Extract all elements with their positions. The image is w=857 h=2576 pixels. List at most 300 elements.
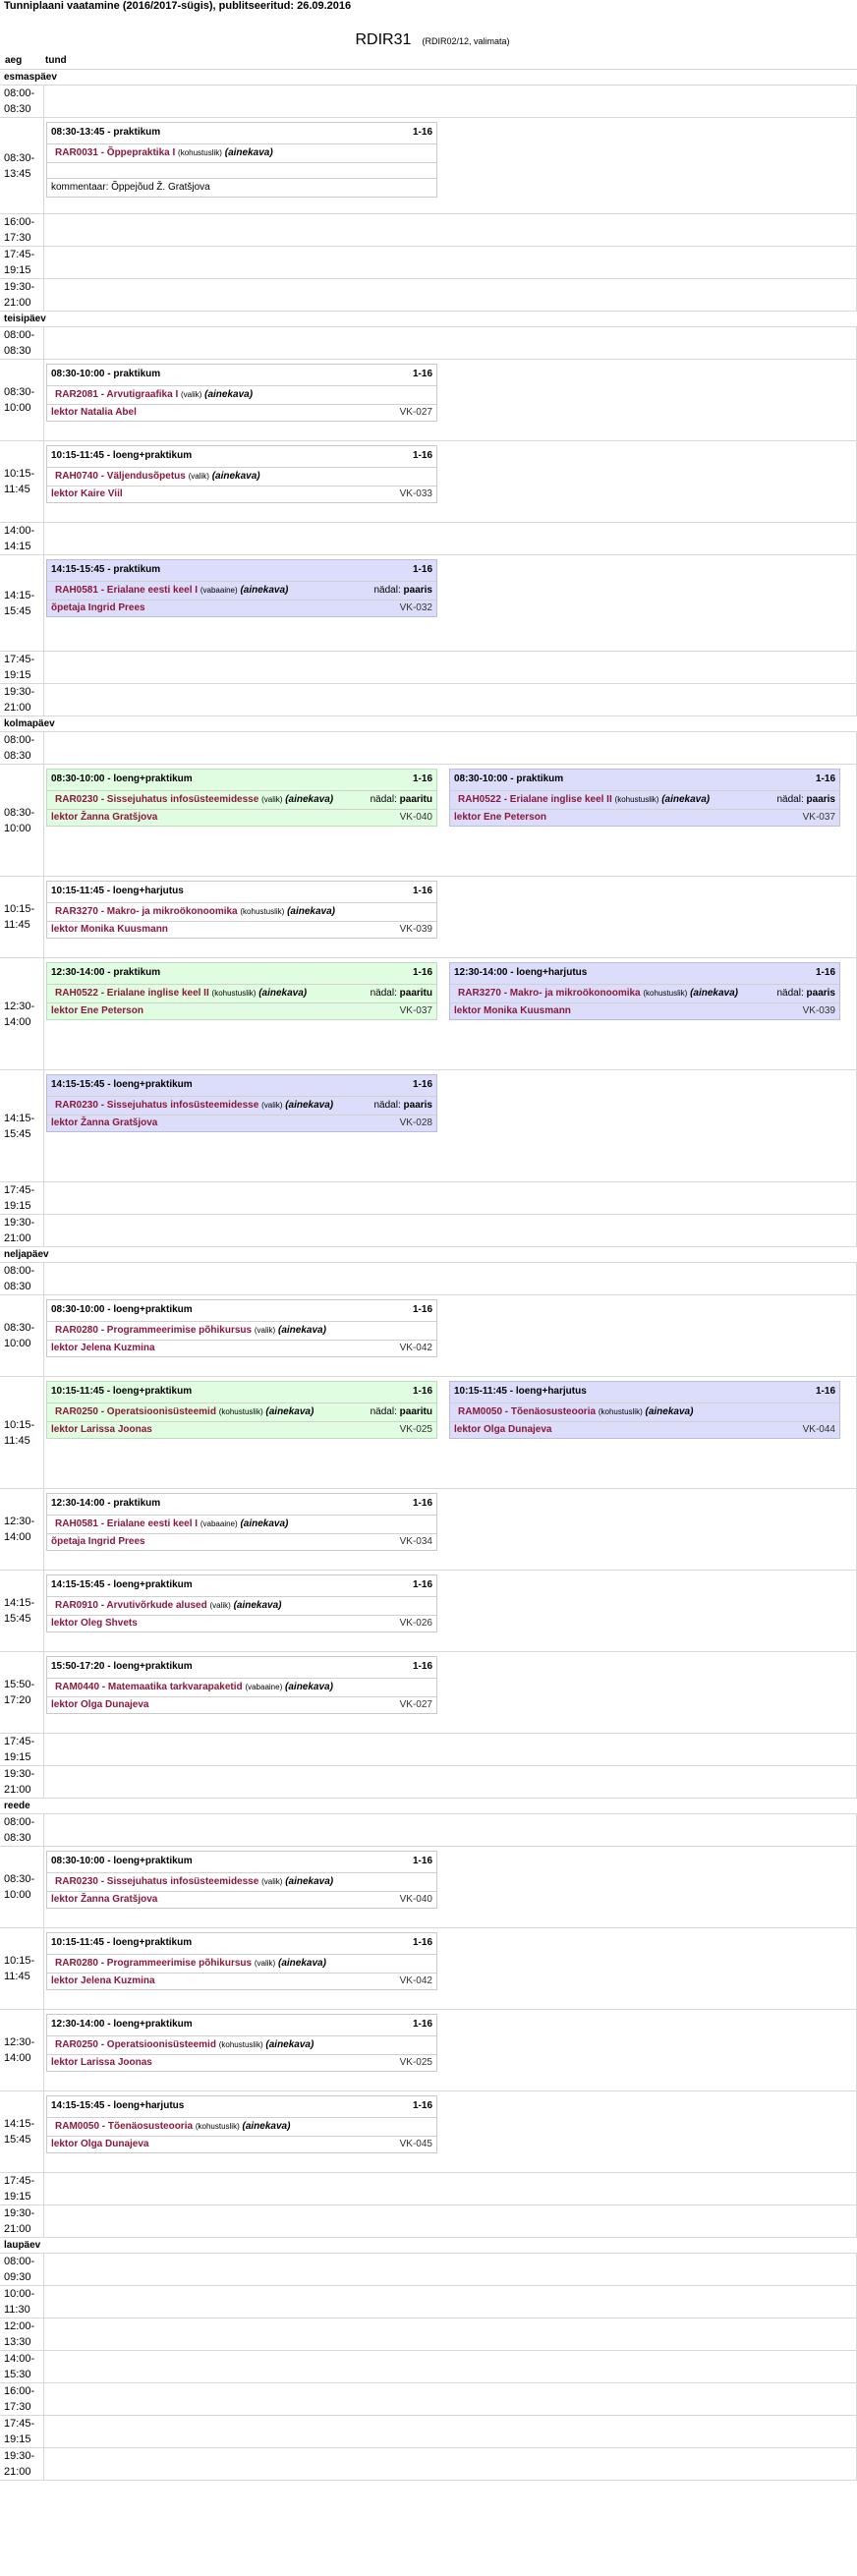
week-label: nädal: <box>776 988 804 999</box>
teacher-link[interactable]: lektor Žanna Gratšjova <box>51 1894 158 1905</box>
slot-time: 12:30- 14:00 <box>0 2010 44 2090</box>
lesson-card[interactable] <box>46 1381 437 1439</box>
course-info <box>55 584 288 598</box>
lesson-weeks: 1-16 <box>815 1386 835 1397</box>
lesson-header <box>47 963 436 985</box>
time-slot <box>0 2009 857 2090</box>
course-link[interactable]: RAH0522 - Erialane inglise keel II <box>458 794 612 805</box>
ainekava-link[interactable]: (ainekava) <box>285 1682 333 1692</box>
slot-time: 19:30- 21:00 <box>0 279 44 311</box>
time-slot <box>0 1488 857 1570</box>
lesson-footer <box>47 1697 436 1713</box>
room-label: VK-033 <box>399 488 432 499</box>
ainekava-link[interactable]: (ainekava) <box>204 389 254 400</box>
lesson-footer <box>47 1422 436 1438</box>
course-link[interactable]: RAR0280 - Programmeerimise põhikursus <box>55 1325 253 1336</box>
lesson-header <box>47 1852 436 1873</box>
ainekava-link[interactable]: (ainekava) <box>240 585 289 596</box>
course-row <box>47 386 436 405</box>
lesson-header <box>47 365 436 386</box>
course-info <box>55 1099 333 1113</box>
ainekava-link[interactable]: (ainekava) <box>287 906 335 917</box>
course-link[interactable]: RAR0910 - Arvutivõrkude alused <box>55 1600 207 1611</box>
slot-lessons <box>44 2254 857 2285</box>
slot-lessons <box>44 1928 857 2009</box>
week-type: paaritu <box>399 794 432 805</box>
slot-lessons <box>44 86 857 117</box>
course-link[interactable]: RAH0581 - Erialane eesti keel I <box>55 585 199 596</box>
lesson-header <box>47 770 436 791</box>
ainekava-link[interactable]: (ainekava) <box>285 1100 334 1111</box>
lesson-time-type: 12:30-14:00 - loeng+harjutus <box>454 967 588 978</box>
room-label: VK-039 <box>802 1005 835 1016</box>
slot-time: 17:45- 19:15 <box>0 247 44 278</box>
course-row <box>47 1597 436 1616</box>
room-label: VK-026 <box>399 1618 432 1629</box>
ainekava-link[interactable]: (ainekava) <box>285 1876 334 1887</box>
slot-lessons <box>44 1814 857 1846</box>
lesson-time-type: 14:15-15:45 - loeng+praktikum <box>51 1079 193 1090</box>
course-kind: (kohustuslik) <box>211 989 257 998</box>
time-slot <box>0 683 857 716</box>
week-parity <box>365 1405 432 1419</box>
time-slot <box>0 440 857 522</box>
teacher-link[interactable]: lektor Kaire Viil <box>51 488 123 499</box>
ainekava-link[interactable]: (ainekava) <box>233 1600 282 1611</box>
time-slot <box>0 246 857 278</box>
lesson-card[interactable] <box>46 1493 437 1551</box>
slot-time: 08:30- 10:00 <box>0 1295 44 1376</box>
course-link[interactable]: RAR0230 - Sissejuhatus infosüsteemidesse <box>55 1100 259 1111</box>
ainekava-link[interactable]: (ainekava) <box>258 988 308 999</box>
slot-time: 17:45- 19:15 <box>0 2416 44 2447</box>
course-row <box>450 985 839 1003</box>
time-slot <box>0 213 857 246</box>
course-kind: (valik) <box>254 1959 276 1968</box>
course-link[interactable]: RAM0440 - Matemaatika tarkvarapaketid <box>55 1682 243 1692</box>
course-link[interactable]: RAM0050 - Tõenäosusteooria <box>458 1406 597 1417</box>
slot-time: 08:00- 08:30 <box>0 732 44 764</box>
lesson-card[interactable] <box>449 769 840 827</box>
lesson-card[interactable] <box>46 122 437 198</box>
room-label: VK-044 <box>802 1424 835 1435</box>
course-kind: (valik) <box>188 472 209 481</box>
teacher-link[interactable]: lektor Olga Dunajeva <box>51 1699 149 1710</box>
teacher-link[interactable]: lektor Olga Dunajeva <box>454 1424 552 1435</box>
column-header-time: aeg <box>5 55 23 66</box>
slot-lessons <box>44 652 857 683</box>
course-link[interactable]: RAR3270 - Makro- ja mikroökonoomika <box>55 906 238 917</box>
lesson-header <box>47 123 436 144</box>
slot-lessons <box>44 2205 857 2237</box>
lesson-footer <box>450 810 839 826</box>
lesson-footer <box>450 1003 839 1019</box>
time-slot <box>0 2253 857 2285</box>
ainekava-link[interactable]: (ainekava) <box>277 1325 326 1336</box>
teacher-link[interactable]: lektor Žanna Gratšjova <box>51 1117 158 1128</box>
lesson-header <box>47 1494 436 1516</box>
time-slot <box>0 278 857 311</box>
lesson-time-type: 08:30-10:00 - praktikum <box>51 369 161 379</box>
lesson-card[interactable] <box>46 769 437 827</box>
course-link[interactable]: RAR3270 - Makro- ja mikroökonoomika <box>458 988 641 999</box>
slot-lessons <box>44 1295 857 1376</box>
slot-lessons <box>44 1652 857 1733</box>
lesson-card[interactable] <box>449 962 840 1020</box>
lesson-header <box>450 963 839 985</box>
slot-time: 10:15- 11:45 <box>0 441 44 522</box>
lesson-header <box>47 1382 436 1403</box>
day-header: neljapäev <box>0 1246 857 1262</box>
blank-row <box>47 163 436 179</box>
lesson-footer <box>47 1892 436 1908</box>
course-info <box>55 1681 333 1694</box>
lesson-weeks: 1-16 <box>815 773 835 784</box>
week-label: nädal: <box>370 794 397 805</box>
slot-lessons <box>44 1215 857 1246</box>
time-slot <box>0 1181 857 1214</box>
slot-lessons <box>44 1070 857 1181</box>
group-title <box>0 12 857 53</box>
course-link[interactable]: RAR0250 - Operatsioonisüsteemid <box>55 1406 216 1417</box>
slot-lessons <box>44 877 857 957</box>
slot-time: 12:30- 14:00 <box>0 958 44 1069</box>
lesson-time-type: 12:30-14:00 - praktikum <box>51 1498 161 1509</box>
slot-time: 08:00- 08:30 <box>0 1263 44 1294</box>
lesson-comment <box>47 179 436 197</box>
lesson-card[interactable] <box>46 1074 437 1132</box>
lesson-weeks: 1-16 <box>412 1937 432 1948</box>
lesson-time-type: 15:50-17:20 - loeng+praktikum <box>51 1661 193 1672</box>
teacher-link[interactable]: lektor Jelena Kuzmina <box>51 1975 155 1986</box>
lesson-footer <box>47 2055 436 2071</box>
course-link[interactable]: RAR0230 - Sissejuhatus infosüsteemidesse <box>55 794 259 805</box>
page-header: Tunniplaani vaatamine (2016/2017-sügis), publitseeritud: 26.09.2016 <box>4 0 352 12</box>
lesson-weeks: 1-16 <box>412 1856 432 1866</box>
lesson-footer <box>47 601 436 616</box>
week-type: paaris <box>806 988 835 999</box>
time-slot <box>0 2318 857 2350</box>
teacher-link[interactable]: lektor Ene Peterson <box>51 1005 143 1016</box>
course-row <box>47 144 436 163</box>
slot-lessons <box>44 1734 857 1765</box>
lesson-time-type: 14:15-15:45 - loeng+harjutus <box>51 2100 185 2111</box>
day-header: kolmapäev <box>0 716 857 731</box>
lesson-card[interactable] <box>46 962 437 1020</box>
ainekava-link[interactable]: (ainekava) <box>265 1406 314 1417</box>
lesson-header <box>47 882 436 903</box>
lesson-time-type: 10:15-11:45 - loeng+harjutus <box>454 1386 587 1397</box>
comment-label: kommentaar: <box>51 182 109 193</box>
room-label: VK-039 <box>399 924 432 935</box>
teacher-link[interactable]: lektor Ene Peterson <box>454 812 546 823</box>
teacher-link[interactable]: lektor Natalia Abel <box>51 407 137 418</box>
course-info <box>458 1405 693 1419</box>
ainekava-link[interactable]: (ainekava) <box>285 794 334 805</box>
teacher-link[interactable]: lektor Larissa Joonas <box>51 2057 152 2068</box>
lesson-card[interactable] <box>46 881 437 939</box>
room-label: VK-028 <box>399 1117 432 1128</box>
course-link[interactable]: RAH0522 - Erialane inglise keel II <box>55 988 209 999</box>
course-info <box>55 1517 288 1531</box>
day-header: laupäev <box>0 2237 857 2253</box>
lesson-time-type: 08:30-10:00 - praktikum <box>454 773 564 784</box>
lesson-header <box>450 770 839 791</box>
ainekava-link[interactable]: (ainekava) <box>240 1518 289 1529</box>
lesson-card[interactable] <box>46 1656 437 1714</box>
course-kind: (kohustuslik) <box>614 795 659 804</box>
week-parity <box>365 793 432 807</box>
lesson-card[interactable] <box>46 1574 437 1632</box>
slot-time: 08:30- 10:00 <box>0 1847 44 1927</box>
course-link[interactable]: RAR2081 - Arvutigraafika I <box>55 389 179 400</box>
time-slot <box>0 1262 857 1294</box>
time-slot <box>0 1069 857 1181</box>
slot-lessons <box>44 441 857 522</box>
lesson-weeks: 1-16 <box>412 1661 432 1672</box>
lesson-footer <box>47 2137 436 2152</box>
lesson-weeks: 1-16 <box>815 967 835 978</box>
course-info <box>55 388 253 402</box>
week-type: paaris <box>403 1100 432 1111</box>
lesson-card[interactable] <box>46 1299 437 1357</box>
lesson-card[interactable] <box>46 445 437 503</box>
slot-time: 08:00- 08:30 <box>0 86 44 117</box>
teacher-link[interactable]: õpetaja Ingrid Prees <box>51 602 145 613</box>
time-slot <box>0 359 857 440</box>
teacher-link[interactable]: õpetaja Ingrid Prees <box>51 1536 145 1547</box>
time-slot <box>0 2285 857 2318</box>
slot-lessons <box>44 2416 857 2447</box>
time-slot <box>0 2447 857 2480</box>
room-label: VK-042 <box>399 1975 432 1986</box>
course-row <box>47 1322 436 1341</box>
course-link[interactable]: RAH0740 - Väljendusõpetus <box>55 471 186 482</box>
course-kind: (valik) <box>254 1326 276 1335</box>
lesson-card[interactable] <box>46 559 437 617</box>
teacher-link[interactable]: lektor Olga Dunajeva <box>51 2139 149 2149</box>
course-row <box>47 1955 436 1974</box>
slot-lessons <box>44 2318 857 2350</box>
ainekava-link[interactable]: (ainekava) <box>242 2121 291 2132</box>
slot-lessons <box>44 1571 857 1651</box>
lesson-header <box>450 1382 839 1403</box>
lesson-card[interactable] <box>46 2014 437 2072</box>
course-kind: (kohustuslik) <box>598 1407 643 1416</box>
slot-lessons <box>44 1263 857 1294</box>
ainekava-link[interactable]: (ainekava) <box>224 147 273 158</box>
ainekava-link[interactable]: (ainekava) <box>211 471 260 482</box>
course-row <box>47 1679 436 1697</box>
lesson-card[interactable] <box>46 1932 437 1990</box>
lesson-footer <box>47 810 436 826</box>
time-slot <box>0 2415 857 2447</box>
slot-time: 19:30- 21:00 <box>0 1215 44 1246</box>
slot-time: 12:30- 14:00 <box>0 1489 44 1570</box>
teacher-link[interactable]: lektor Jelena Kuzmina <box>51 1343 155 1353</box>
time-slot <box>0 1570 857 1651</box>
course-info <box>55 2038 314 2052</box>
teacher-link[interactable]: lektor Oleg Shvets <box>51 1618 138 1629</box>
slot-time: 14:15- 15:45 <box>0 1070 44 1181</box>
time-slot <box>0 1813 857 1846</box>
course-info <box>55 987 307 1001</box>
ainekava-link[interactable]: (ainekava) <box>265 2039 314 2050</box>
slot-time: 14:00- 14:15 <box>0 523 44 554</box>
lesson-weeks: 1-16 <box>412 1386 432 1397</box>
course-info <box>55 470 260 484</box>
lesson-weeks: 1-16 <box>412 2019 432 2030</box>
lesson-card[interactable] <box>449 1381 840 1439</box>
slot-time: 17:45- 19:15 <box>0 1734 44 1765</box>
slot-time: 08:30- 10:00 <box>0 360 44 440</box>
course-row <box>450 1403 839 1422</box>
slot-lessons <box>44 732 857 764</box>
course-row <box>47 1403 436 1422</box>
slot-time: 19:30- 21:00 <box>0 2448 44 2480</box>
ainekava-link[interactable]: (ainekava) <box>645 1406 694 1417</box>
course-info <box>55 1405 314 1419</box>
slot-time: 14:15- 15:45 <box>0 2091 44 2172</box>
slot-time: 10:15- 11:45 <box>0 877 44 957</box>
time-slot <box>0 1733 857 1765</box>
time-slot <box>0 1214 857 1246</box>
time-slot <box>0 2382 857 2415</box>
slot-time: 17:45- 19:15 <box>0 1182 44 1214</box>
lesson-weeks: 1-16 <box>412 1079 432 1090</box>
course-row <box>47 2118 436 2137</box>
lesson-footer <box>47 1341 436 1356</box>
slot-time: 08:30- 10:00 <box>0 765 44 876</box>
slot-lessons <box>44 2286 857 2318</box>
course-info <box>458 793 710 807</box>
slot-lessons <box>44 2091 857 2172</box>
course-info <box>55 1957 326 1971</box>
slot-lessons <box>44 1377 857 1488</box>
slot-time: 08:00- 08:30 <box>0 1814 44 1846</box>
lesson-time-type: 12:30-14:00 - praktikum <box>51 967 161 978</box>
slot-time: 10:00- 11:30 <box>0 2286 44 2318</box>
slot-lessons <box>44 2351 857 2382</box>
course-link[interactable]: RAR0280 - Programmeerimise põhikursus <box>55 1958 253 1969</box>
course-link[interactable]: RAH0581 - Erialane eesti keel I <box>55 1518 199 1529</box>
slot-lessons <box>44 1489 857 1570</box>
lesson-footer <box>47 1003 436 1019</box>
course-info <box>55 2120 290 2134</box>
course-kind: (kohustuslik) <box>240 907 285 916</box>
lesson-weeks: 1-16 <box>412 450 432 461</box>
ainekava-link[interactable]: (ainekava) <box>277 1958 326 1969</box>
week-label: nädal: <box>776 794 804 805</box>
lesson-footer <box>47 922 436 938</box>
lesson-time-type: 08:30-10:00 - loeng+praktikum <box>51 773 193 784</box>
room-label: VK-037 <box>399 1005 432 1016</box>
slot-time: 12:00- 13:30 <box>0 2318 44 2350</box>
time-slot <box>0 522 857 554</box>
lesson-card[interactable] <box>46 1851 437 1909</box>
ainekava-link[interactable]: (ainekava) <box>690 988 738 999</box>
day-header: teisipäev <box>0 311 857 326</box>
bottom-border <box>0 2480 857 2481</box>
slot-lessons <box>44 214 857 246</box>
room-label: VK-034 <box>399 1536 432 1547</box>
time-slot <box>0 1294 857 1376</box>
lesson-weeks: 1-16 <box>412 1304 432 1315</box>
group-name: RDIR31 <box>355 31 412 48</box>
slot-lessons <box>44 523 857 554</box>
course-row <box>47 582 436 601</box>
teacher-link[interactable]: lektor Monika Kuusmann <box>51 924 168 935</box>
course-kind: (valik) <box>261 1877 283 1886</box>
course-kind: (kohustuslik) <box>195 2122 240 2131</box>
course-row <box>47 903 436 922</box>
time-slot <box>0 957 857 1069</box>
lesson-header <box>47 2015 436 2036</box>
lesson-footer <box>47 1974 436 1989</box>
teacher-link[interactable]: lektor Larissa Joonas <box>51 1424 152 1435</box>
slot-time: 14:15- 15:45 <box>0 1571 44 1651</box>
course-kind: (valik) <box>181 390 202 399</box>
lesson-card[interactable] <box>46 364 437 422</box>
week-parity <box>771 793 836 807</box>
course-link[interactable]: RAR0250 - Operatsioonisüsteemid <box>55 2039 216 2050</box>
course-row <box>47 2036 436 2055</box>
course-kind: (vabaaine) <box>200 1519 238 1528</box>
room-label: VK-037 <box>802 812 835 823</box>
room-label: VK-025 <box>399 1424 432 1435</box>
room-label: VK-032 <box>399 602 432 613</box>
time-slot <box>0 1765 857 1798</box>
time-slot <box>0 651 857 683</box>
time-slot <box>0 326 857 359</box>
week-parity <box>365 987 432 1001</box>
teacher-link[interactable]: lektor Žanna Gratšjova <box>51 812 158 823</box>
slot-lessons <box>44 2173 857 2204</box>
lesson-footer <box>47 405 436 421</box>
teacher-link[interactable]: lektor Monika Kuusmann <box>454 1005 571 1016</box>
week-label: nädal: <box>373 1100 401 1111</box>
lesson-header <box>47 1300 436 1322</box>
slot-time: 08:00- 09:30 <box>0 2254 44 2285</box>
time-slot <box>0 1927 857 2009</box>
course-link[interactable]: RAR0230 - Sissejuhatus infosüsteemidesse <box>55 1876 259 1887</box>
course-link[interactable]: RAM0050 - Tõenäosusteooria <box>55 2121 194 2132</box>
comment-text: Õppejõud Ž. Gratšjova <box>111 182 210 193</box>
lesson-weeks: 1-16 <box>412 369 432 379</box>
course-row <box>47 1516 436 1534</box>
room-label: VK-027 <box>399 407 432 418</box>
ainekava-link[interactable]: (ainekava) <box>661 794 711 805</box>
week-type: paaritu <box>399 1406 432 1417</box>
course-kind: (vabaaine) <box>200 586 238 595</box>
lesson-weeks: 1-16 <box>412 886 432 896</box>
course-info <box>55 905 335 919</box>
slot-time: 10:15- 11:45 <box>0 1928 44 2009</box>
course-row <box>450 791 839 810</box>
lesson-time-type: 14:15-15:45 - loeng+praktikum <box>51 1579 193 1590</box>
column-header <box>0 53 857 69</box>
course-kind: (valik) <box>209 1601 231 1610</box>
week-label: nädal: <box>370 988 397 999</box>
time-slot <box>0 85 857 117</box>
lesson-weeks: 1-16 <box>412 967 432 978</box>
lesson-card[interactable] <box>46 2095 437 2153</box>
room-label: VK-040 <box>399 1894 432 1905</box>
time-slot <box>0 764 857 876</box>
course-info <box>55 1875 333 1889</box>
course-link[interactable]: RAR0031 - Õppepraktika I <box>55 147 176 158</box>
lesson-time-type: 10:15-11:45 - loeng+harjutus <box>51 886 184 896</box>
